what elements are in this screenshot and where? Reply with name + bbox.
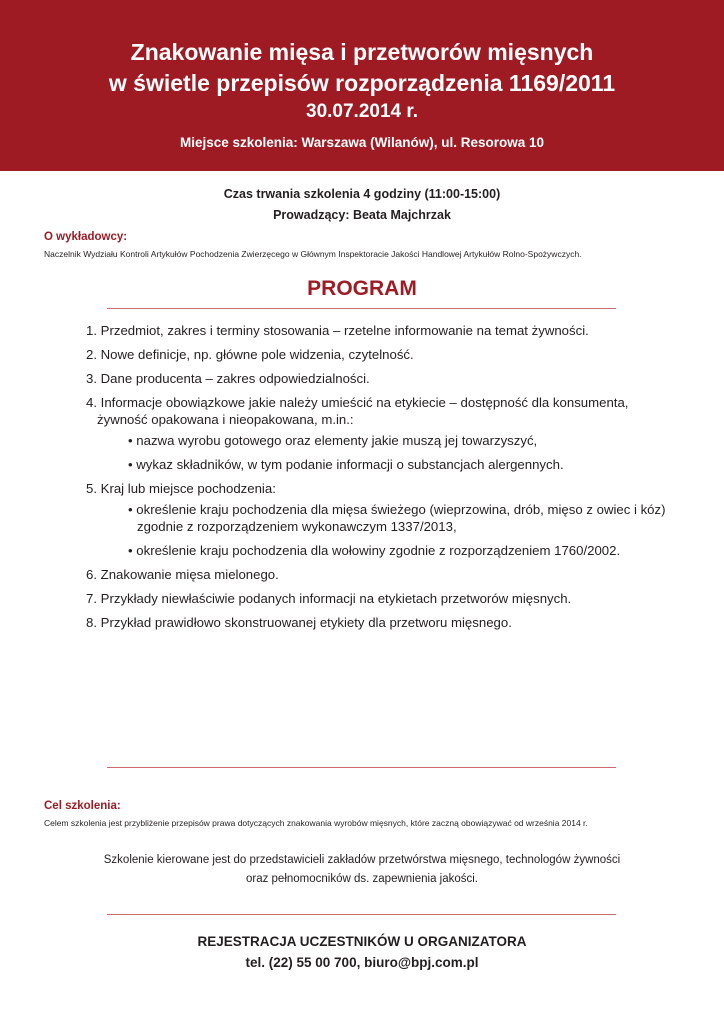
training-location: Miejsce szkolenia: Warszawa (Wilanów), ul. Resorowa 10 xyxy=(180,135,544,150)
audience-note xyxy=(0,851,724,889)
program-item-text: 1. Przedmiot, zakres i terminy stosowania – rzetelne informowanie na temat żywności. xyxy=(86,323,589,338)
program-bullet-continuation: zgodnie z rozporządzeniem wykonawczym 1337/2013, xyxy=(137,519,457,534)
program-heading: PROGRAM xyxy=(307,277,417,300)
program-sublist xyxy=(86,432,686,473)
program-item xyxy=(86,394,686,473)
program-item xyxy=(86,566,686,583)
header-banner xyxy=(0,0,724,171)
program-item xyxy=(86,614,686,631)
audience-line-1: Szkolenie kierowane jest do przedstawicieli zakładów przetwórstwa mięsnego, technologów żywności xyxy=(103,854,621,866)
program-item-text: 8. Przykład prawidłowo skonstruowanej etykiety dla przetworu mięsnego. xyxy=(86,615,512,630)
audience-line-2: oraz pełnomocników ds. zapewnienia jakości. xyxy=(245,873,479,885)
registration-contact: tel. (22) 55 00 700, biuro@bpj.com.pl xyxy=(245,955,479,970)
program-item-text: 4. Informacje obowiązkowe jakie należy umieścić na etykiecie – dostępność dla konsumenta, xyxy=(86,395,629,410)
program-bullet-text: • wykaz składników, w tym podanie informacji o substancjach alergennych. xyxy=(128,457,564,472)
program-item-text: 2. Nowe definicje, np. główne pole widzenia, czytelność. xyxy=(86,347,414,362)
program-bullet-text: • nazwa wyrobu gotowego oraz elementy jakie muszą jej towarzyszyć, xyxy=(128,433,538,448)
page-title xyxy=(0,37,724,99)
divider xyxy=(107,914,616,915)
program-bullet xyxy=(86,432,686,449)
program-bullet xyxy=(86,542,686,559)
program-item xyxy=(86,480,686,559)
lecturers-label: O wykładowcy: xyxy=(44,231,128,243)
program-item-continuation: żywność opakowana i nieopakowana, m.in.: xyxy=(97,412,354,427)
goal-label: Cel szkolenia: xyxy=(44,800,121,812)
program-item xyxy=(86,346,686,363)
program-item-text: 7. Przykłady niewłaściwie podanych informacji na etykietach przetworów mięsnych. xyxy=(86,591,572,606)
program-bullet xyxy=(86,456,686,473)
training-meta xyxy=(0,184,724,226)
training-duration: Czas trwania szkolenia 4 godziny (11:00-15:00) xyxy=(223,187,501,201)
title-line-2: w świetle przepisów rozporządzenia 1169/2011 xyxy=(108,70,616,96)
program-bullet xyxy=(86,501,686,535)
registration-info xyxy=(0,931,724,973)
training-date: 30.07.2014 r. xyxy=(306,101,418,122)
goal-text: Celem szkolenia jest przybliżenie przepisów prawa dotyczących znakowania wyrobów mięsnych, które zaczną obowiązywać od września 2014 r. xyxy=(44,818,588,828)
program-bullet-text: • określenie kraju pochodzenia dla wołowiny zgodnie z rozporządzeniem 1760/2002. xyxy=(128,543,621,558)
lecturers-text: Naczelnik Wydziału Kontroli Artykułów Pochodzenia Zwierzęcego w Głównym Inspektoracie Jakości Handlowej Artykułów Rolno-Spożywczych. xyxy=(44,249,582,259)
program-list xyxy=(86,322,686,638)
program-item-text: 5. Kraj lub miejsce pochodzenia: xyxy=(86,481,276,496)
program-item-text: 3. Dane producenta – zakres odpowiedzialności. xyxy=(86,371,370,386)
program-item xyxy=(86,590,686,607)
divider xyxy=(107,767,616,768)
program-item xyxy=(86,370,686,387)
title-line-1: Znakowanie mięsa i przetworów mięsnych xyxy=(130,39,594,65)
divider xyxy=(107,308,616,309)
program-item xyxy=(86,322,686,339)
trainer-name: Prowadzący: Beata Majchrzak xyxy=(273,208,451,222)
registration-heading: REJESTRACJA UCZESTNIKÓW U ORGANIZATORA xyxy=(197,934,527,949)
program-sublist xyxy=(86,501,686,559)
program-bullet-text: • określenie kraju pochodzenia dla mięsa świeżego (wieprzowina, drób, mięso z owiec i kóz) xyxy=(128,502,666,517)
program-item-text: 6. Znakowanie mięsa mielonego. xyxy=(86,567,279,582)
